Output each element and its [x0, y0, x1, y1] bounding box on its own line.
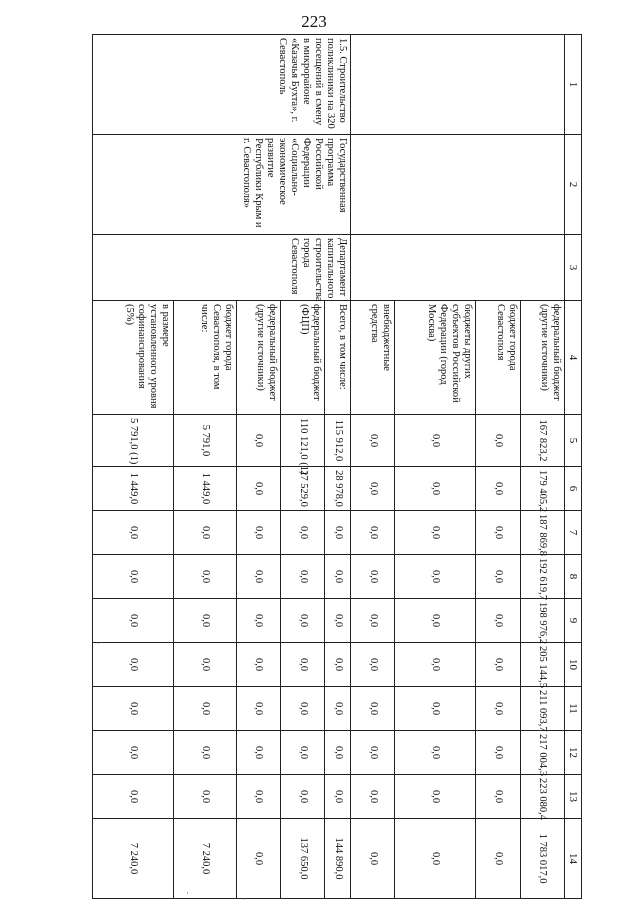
value-cell: 167 823,2 — [520, 415, 564, 467]
object-cell: 1.5. Строительство поликлиники на 320 посещений в смену в микрорайоне «Казачья Бухта», г. Севастополь — [93, 35, 351, 135]
value-cell: 0,0 — [93, 775, 174, 819]
value-cell: 0,0 — [351, 467, 395, 511]
value-cell: 0,0 — [476, 467, 520, 511]
column-number-11: 11 — [565, 687, 582, 731]
value-cell: 0,0 — [280, 731, 324, 775]
value-cell: 0,0 — [173, 643, 236, 687]
funding-source-label: федеральный бюджет (другие источники) — [520, 301, 564, 415]
empty-cell — [351, 35, 565, 135]
value-cell: 217 004,3 — [520, 731, 564, 775]
value-cell: 0,0 — [325, 731, 351, 775]
value-cell: 0,0 — [325, 687, 351, 731]
value-cell: 179 405,2 — [520, 467, 564, 511]
value-cell: 187 869,8 — [520, 511, 564, 555]
value-cell: 5 791,0 — [173, 415, 236, 467]
value-cell: 0,0 — [395, 555, 476, 599]
value-cell: 0,0 — [280, 511, 324, 555]
value-cell: 0,0 — [173, 599, 236, 643]
value-cell: 0,0 — [236, 643, 280, 687]
value-cell: 0,0 — [395, 775, 476, 819]
value-cell: 0,0 — [325, 599, 351, 643]
value-cell: 137 650,0 — [280, 819, 324, 899]
value-cell: 0,0 — [325, 555, 351, 599]
value-cell: 0,0 — [351, 731, 395, 775]
value-cell: 0,0 — [93, 555, 174, 599]
value-cell: 0,0 — [236, 775, 280, 819]
funding-source-label: Всего, в том числе: — [325, 301, 351, 415]
value-cell: 0,0 — [325, 775, 351, 819]
value-cell: 0,0 — [236, 511, 280, 555]
value-cell: 5 791,0 (1) — [93, 415, 174, 467]
column-number-row — [565, 35, 582, 899]
value-cell: 0,0 — [476, 643, 520, 687]
value-cell: 205 144,5 — [520, 643, 564, 687]
value-cell: 0,0 — [325, 511, 351, 555]
column-number-3: 3 — [565, 235, 582, 301]
column-number-5: 5 — [565, 415, 582, 467]
budget-table — [92, 34, 582, 899]
value-cell: 0,0 — [395, 511, 476, 555]
value-cell: 0,0 — [476, 511, 520, 555]
value-cell: 0,0 — [395, 643, 476, 687]
value-cell: 198 976,2 — [520, 599, 564, 643]
value-cell: 0,0 — [93, 731, 174, 775]
value-cell: 27 529,0 — [280, 467, 324, 511]
column-number-12: 12 — [565, 731, 582, 775]
value-cell: 0,0 — [173, 731, 236, 775]
value-cell: 0,0 — [280, 555, 324, 599]
value-cell: 0,0 — [351, 511, 395, 555]
empty-cell — [351, 135, 565, 235]
column-number-9: 9 — [565, 599, 582, 643]
column-number-14: 14 — [565, 819, 582, 899]
value-cell: 0,0 — [236, 415, 280, 467]
stray-mark: · — [242, 894, 245, 904]
funding-source-label: федеральный бюджет (ФЦП) — [280, 301, 324, 415]
value-cell: 0,0 — [93, 687, 174, 731]
value-cell: 0,0 — [476, 731, 520, 775]
value-cell: 0,0 — [93, 643, 174, 687]
value-cell: 0,0 — [351, 599, 395, 643]
value-cell: 0,0 — [476, 819, 520, 899]
value-cell: 1 449,0 — [93, 467, 174, 511]
value-cell: 0,0 — [476, 599, 520, 643]
column-number-8: 8 — [565, 555, 582, 599]
value-cell: 0,0 — [351, 775, 395, 819]
value-cell: 0,0 — [173, 775, 236, 819]
funding-source-label: бюджеты других субъектов Российской Федерации (город Москва) — [395, 301, 476, 415]
funding-source-label: федеральный бюджет (другие источники) — [236, 301, 280, 415]
value-cell: 0,0 — [236, 731, 280, 775]
value-cell: 0,0 — [395, 467, 476, 511]
value-cell: 0,0 — [395, 599, 476, 643]
value-cell: 192 619,7 — [520, 555, 564, 599]
column-number-6: 6 — [565, 467, 582, 511]
value-cell: 0,0 — [476, 555, 520, 599]
value-cell: 0,0 — [280, 775, 324, 819]
value-cell: 0,0 — [236, 467, 280, 511]
funding-source-label: бюджет города Севастополя — [476, 301, 520, 415]
value-cell: 0,0 — [351, 643, 395, 687]
column-number-10: 10 — [565, 643, 582, 687]
stray-mark: · — [186, 888, 189, 898]
table-row — [325, 35, 351, 899]
value-cell: 144 890,0 — [325, 819, 351, 899]
column-number-7: 7 — [565, 511, 582, 555]
stray-mark: · — [97, 638, 100, 648]
customer-cell: Департамент капитального строительства города Севастополя — [93, 235, 351, 301]
value-cell: 0,0 — [236, 819, 280, 899]
value-cell: 0,0 — [476, 775, 520, 819]
funding-source-label: в размере установленного уровня софинансирования (5%) — [93, 301, 174, 415]
value-cell: 0,0 — [280, 599, 324, 643]
value-cell: 0,0 — [395, 731, 476, 775]
value-cell: 0,0 — [351, 687, 395, 731]
value-cell: 0,0 — [280, 643, 324, 687]
value-cell: 0,0 — [236, 599, 280, 643]
column-number-2: 2 — [565, 135, 582, 235]
value-cell: 1 449,0 — [173, 467, 236, 511]
value-cell: 0,0 — [236, 687, 280, 731]
funding-source-label: внебюджетные средства — [351, 301, 395, 415]
value-cell: 1 783 017,0 — [520, 819, 564, 899]
value-cell: 28 978,0 — [325, 467, 351, 511]
value-cell: 7 240,0 — [93, 819, 174, 899]
value-cell: 0,0 — [173, 555, 236, 599]
value-cell: 0,0 — [395, 819, 476, 899]
empty-cell — [351, 235, 565, 301]
value-cell: 0,0 — [236, 555, 280, 599]
value-cell: 0,0 — [351, 555, 395, 599]
value-cell: 0,0 — [476, 415, 520, 467]
column-number-4: 4 — [565, 301, 582, 415]
value-cell: 0,0 — [280, 687, 324, 731]
value-cell: 0,0 — [351, 415, 395, 467]
value-cell: 223 080,4 — [520, 775, 564, 819]
value-cell: 7 240,0 — [173, 819, 236, 899]
value-cell: 110 121,0 (1) — [280, 415, 324, 467]
rotated-table-container — [92, 34, 582, 884]
table-row — [520, 35, 564, 899]
value-cell: 0,0 — [395, 687, 476, 731]
value-cell: 0,0 — [173, 511, 236, 555]
program-cell: Государственная программа Российской Федерации «Социально-экономическое развитие Республики Крым и г. Севастополя» — [93, 135, 351, 235]
value-cell: 211 093,7 — [520, 687, 564, 731]
value-cell: 0,0 — [93, 511, 174, 555]
value-cell: 0,0 — [325, 643, 351, 687]
value-cell: 0,0 — [93, 599, 174, 643]
value-cell: 0,0 — [351, 819, 395, 899]
value-cell: 0,0 — [476, 687, 520, 731]
value-cell: 0,0 — [173, 687, 236, 731]
value-cell: 0,0 — [395, 415, 476, 467]
page-number: 223 — [301, 12, 327, 31]
column-number-13: 13 — [565, 775, 582, 819]
value-cell: 115 912,0 — [325, 415, 351, 467]
column-number-1: 1 — [565, 35, 582, 135]
funding-source-label: бюджет города Севастополя, в том числе: — [173, 301, 236, 415]
